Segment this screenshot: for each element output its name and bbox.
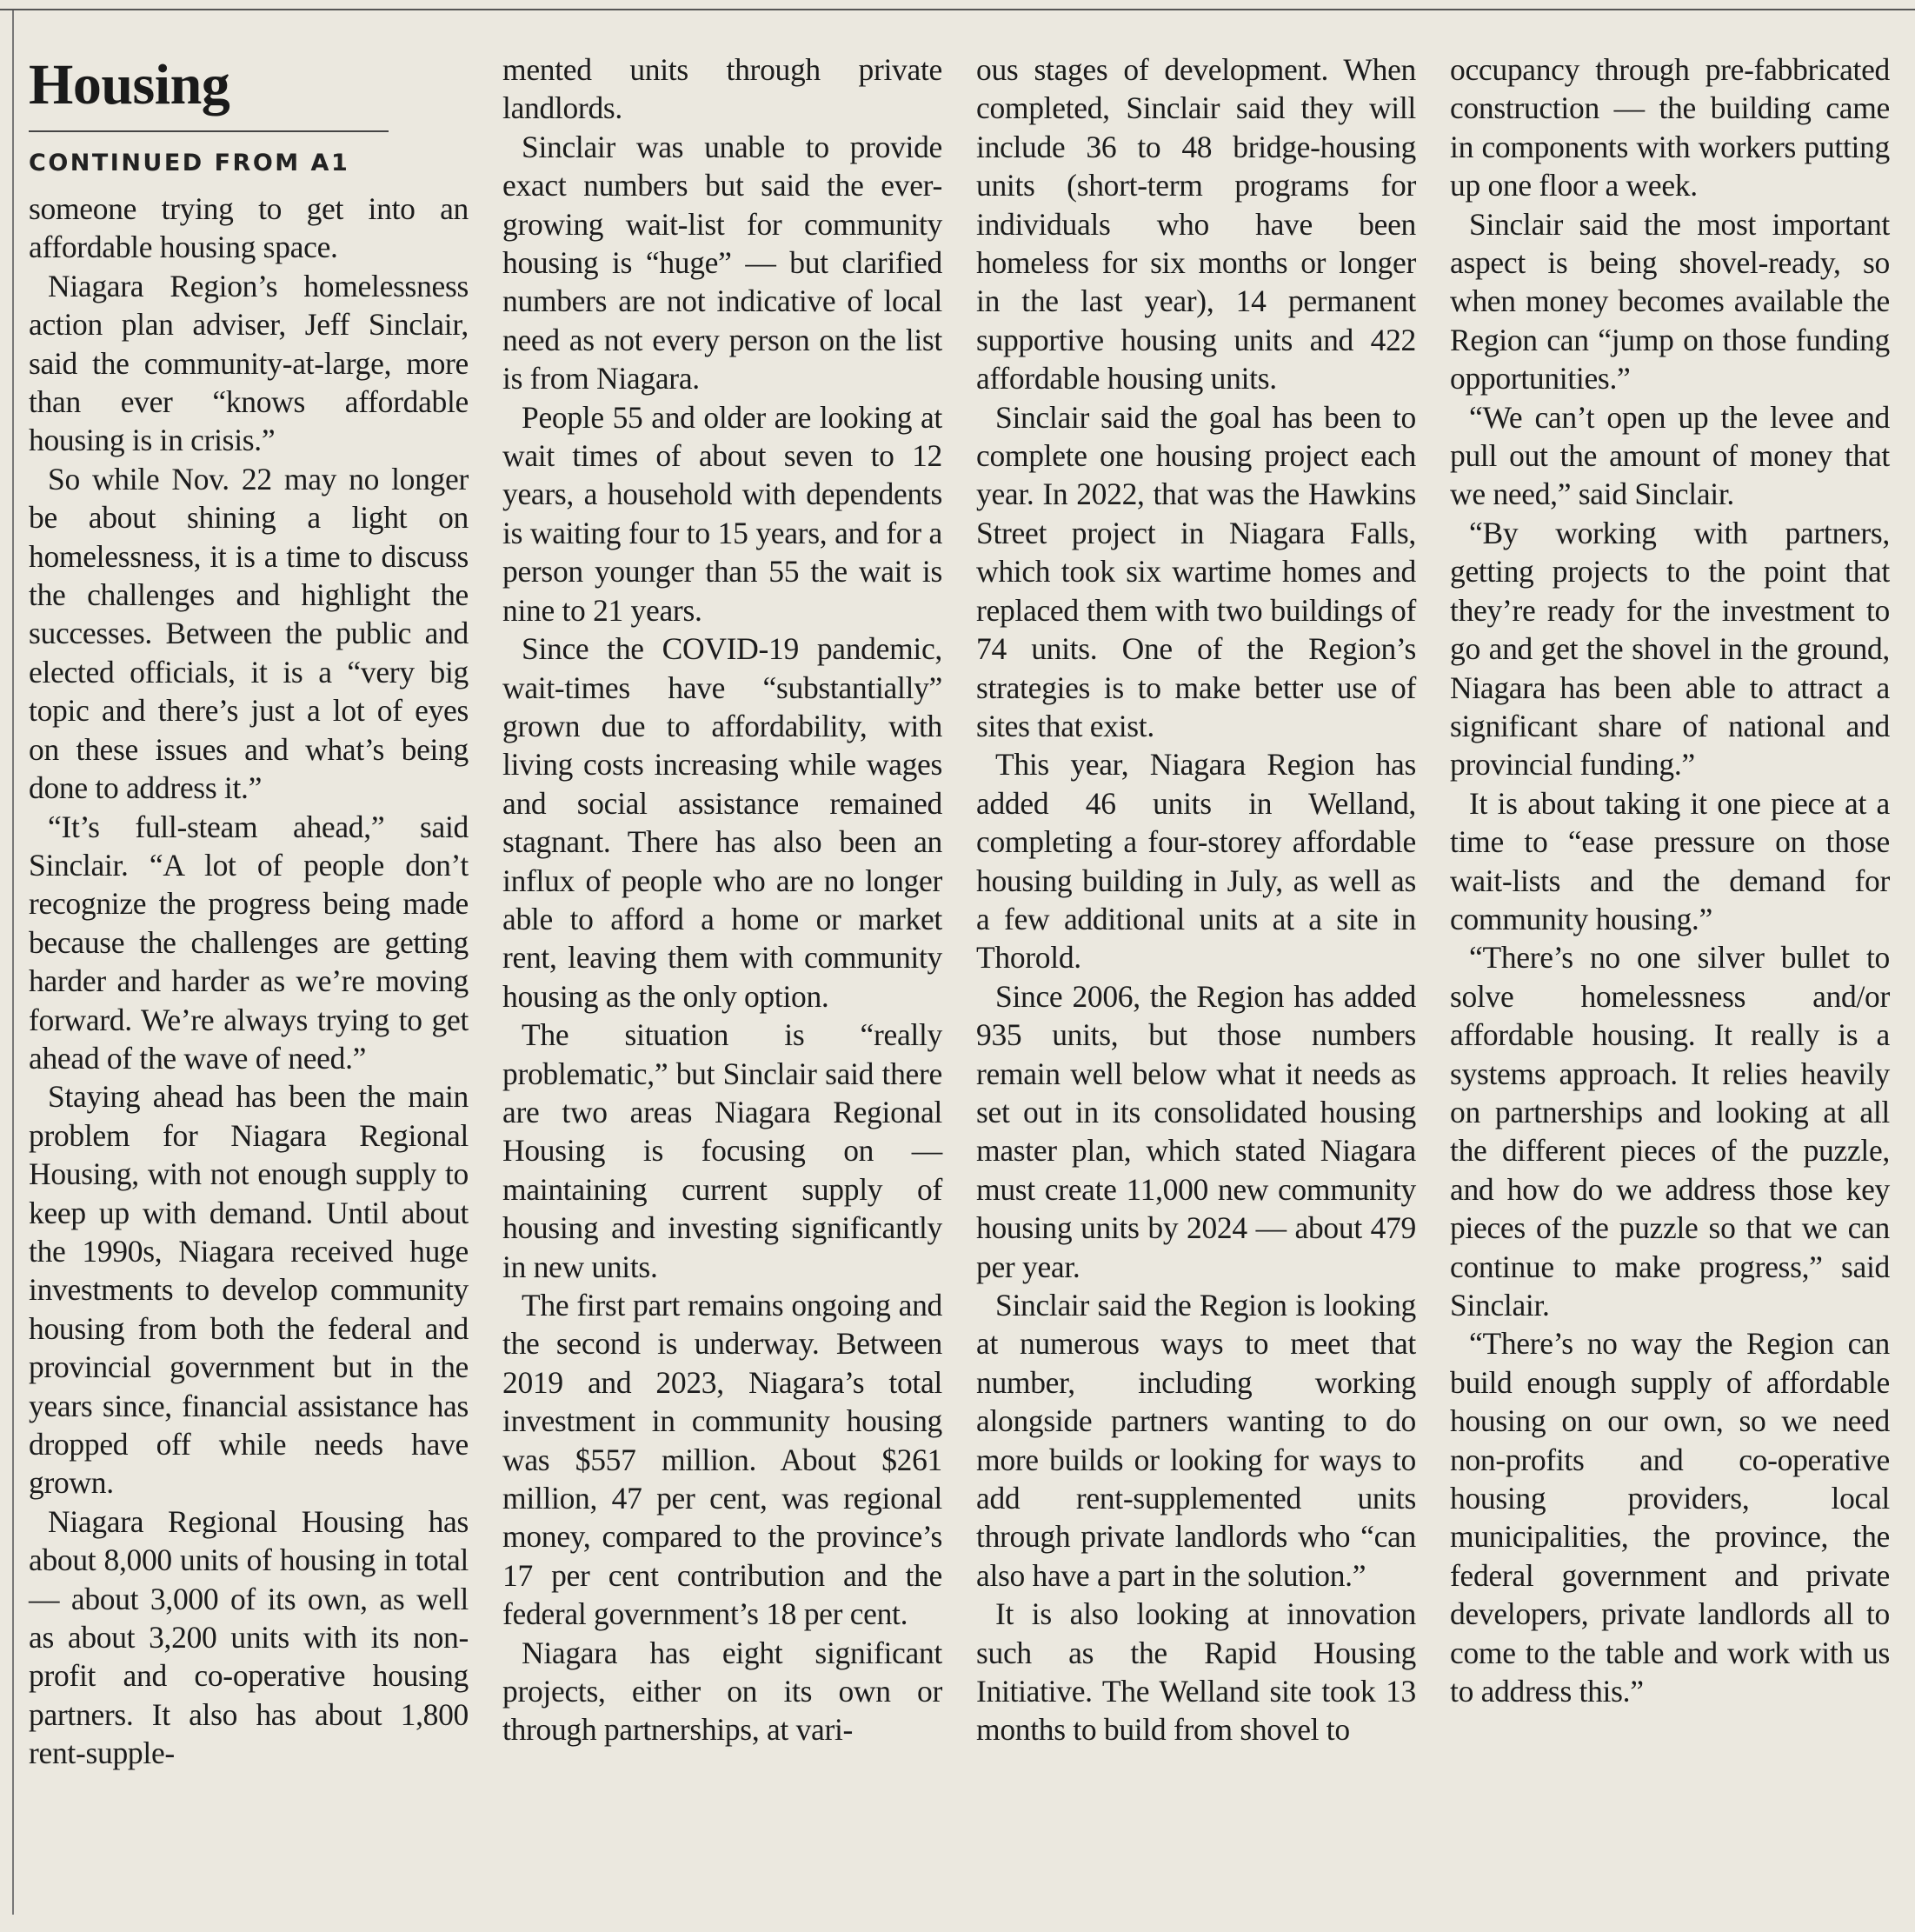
article-column-1 — [29, 50, 469, 1773]
paragraph: someone trying to get into an affordable housing space. — [29, 191, 469, 265]
headline-divider — [29, 130, 389, 132]
paragraph: ous stages of development. When completed, Sinclair said they will include 36 to 48 bridge-housing units (short-term programs for individuals who have been homeless for six months or longer in the last year), 14 permanent supportive housing units and 422 affordable housing units. — [976, 52, 1416, 396]
article-headline: Housing — [29, 53, 230, 117]
paragraph: “We can’t open up the levee and pull out the amount of money that we need,” said Sinclair. — [1450, 399, 1890, 512]
top-rule — [0, 9, 1915, 10]
paragraph: “There’s no one silver bullet to solve homelessness and/or affordable housing. It really is a systems approach. It relies heavily on partnerships and looking at all the different pieces of the puzzle, and how do we address those key pieces of the puzzle so that we can continue to make progress,” said Sinclair. — [1450, 940, 1890, 1322]
paragraph: Since 2006, the Region has added 935 units, but those numbers remain well below what it needs as set out in its consolidated housing master plan, which stated Niagara must create 11,000 new community housing units by 2024 — about 479 per year. — [976, 978, 1416, 1284]
left-column-rule — [12, 10, 14, 1915]
paragraph: Sinclair was unable to provide exact numbers but said the ever-growing wait-list for community housing is “huge” — but clarified numbers are not indicative of local need as not every person on the list is from Niagara. — [502, 129, 942, 396]
paragraph: “By working with partners, getting projects to the point that they’re ready for the investment to go and get the shovel in the ground, Niagara has been able to attract a significant share of national and provincial funding.” — [1450, 515, 1890, 783]
paragraph: Niagara Regional Housing has about 8,000 units of housing in total — about 3,000 of its own, as well as about 3,200 units with its non-profit and co-operative housing partners. It also has about 1,800 rent-supple- — [29, 1503, 469, 1771]
paragraph: Sinclair said the Region is looking at numerous ways to meet that number, including working alongside partners wanting to do more builds or looking for ways to add rent-supplemented units through private landlords who “can also have a part in the solution.” — [976, 1288, 1416, 1593]
paragraph: Staying ahead has been the main problem for Niagara Regional Housing, with not enough supply to keep up with demand. Until about the 1990s, Niagara received huge investments to develop community housing from both the federal and provincial government but in the years since, financial assistance has dropped off while needs have grown. — [29, 1079, 469, 1501]
paragraph: This year, Niagara Region has added 46 units in Welland, completing a four-storey affordable housing building in July, as well as a few additional units at a site in Thorold. — [976, 747, 1416, 976]
paragraph: The situation is “really problematic,” but Sinclair said there are two areas Niagara Regional Housing is focusing on — maintaining current supply of housing and investing significantly in new units. — [502, 1017, 942, 1284]
paragraph: It is also looking at innovation such as the Rapid Housing Initiative. The Welland site took 13 months to build from shovel to — [976, 1596, 1416, 1748]
paragraph: mented units through private landlords. — [502, 52, 942, 126]
article-column-4 — [1450, 50, 1890, 1710]
paragraph: People 55 and older are looking at wait times of about seven to 12 years, a household with dependents is waiting four to 15 years, and for a person younger than 55 the wait is nine to 21 years. — [502, 399, 942, 628]
paragraph: The first part remains ongoing and the second is underway. Between 2019 and 2023, Niagara’s total investment in community housing was $557 million. About $261 million, 47 per cent, was regional money, compared to the province’s 17 per cent contribution and the federal government’s 18 per cent. — [502, 1288, 942, 1632]
continued-from-kicker: CONTINUED FROM A1 — [29, 150, 350, 177]
paragraph: Niagara has eight significant projects, either on its own or through partnerships, at vari- — [502, 1635, 942, 1748]
paragraph: It is about taking it one piece at a time to “ease pressure on those wait-lists and the demand for community housing.” — [1450, 785, 1890, 936]
paragraph: “It’s full-steam ahead,” said Sinclair. “A lot of people don’t recognize the progress being made because the challenges are getting harder and harder as we’re moving forward. We’re always trying to get ahead of the wave of need.” — [29, 809, 469, 1076]
paragraph: “There’s no way the Region can build enough supply of affordable housing on our own, so we need non-profits and co-operative housing providers, local municipalities, the province, the federal government and private developers, private landlords all to come to the table and work with us to address this.” — [1450, 1326, 1890, 1709]
article-column-3 — [976, 50, 1416, 1749]
paragraph: occupancy through pre-fabbricated construction — the building came in components with workers putting up one floor a week. — [1450, 52, 1890, 203]
paragraph: So while Nov. 22 may no longer be about shining a light on homelessness, it is a time to discuss the challenges and highlight the successes. Between the public and elected officials, it is a “very big topic and there’s just a lot of eyes on these issues and what’s being done to address it.” — [29, 461, 469, 806]
article-column-2 — [502, 50, 942, 1749]
paragraph: Sinclair said the most important aspect is being shovel-ready, so when money becomes available the Region can “jump on those funding opportunities.” — [1450, 206, 1890, 396]
paragraph: Since the COVID-19 pandemic, wait-times have “substantially” grown due to affordability, with living costs increasing while wages and social assistance remained stagnant. There has also been an influx of people who are no longer able to afford a home or market rent, leaving them with community housing as the only option. — [502, 631, 942, 1014]
paragraph: Sinclair said the goal has been to complete one housing project each year. In 2022, that was the Hawkins Street project in Niagara Falls, which took six wartime homes and replaced them with two buildings of 74 units. One of the Region’s strategies is to make better use of sites that exist. — [976, 399, 1416, 743]
paragraph: Niagara Region’s homelessness action plan adviser, Jeff Sinclair, said the community-at-large, more than ever “knows affordable housing is in crisis.” — [29, 268, 469, 458]
